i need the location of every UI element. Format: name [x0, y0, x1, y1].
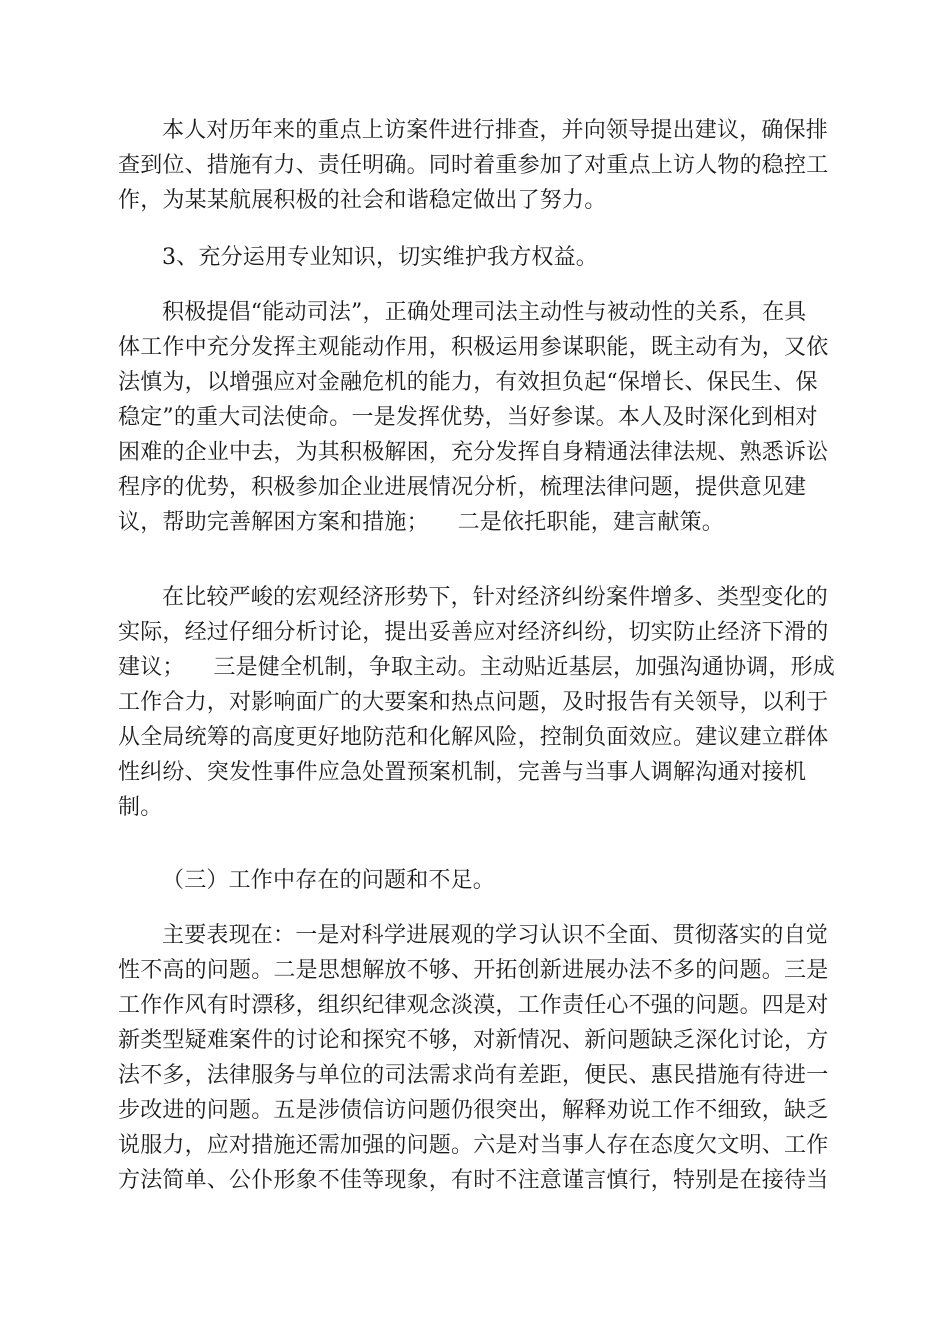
text-line: 稳定”的重大司法使命。一是发挥优势，当好参谋。本人及时深化到相对: [118, 405, 818, 430]
text-line: 工作作风有时漂移，组织纪律观念淡漠，工作责任心不强的问题。四是对: [118, 993, 829, 1018]
text-line: 实际，经过仔细分析讨论，提出妥善应对经济纠纷，切实防止经济下滑的: [118, 620, 829, 645]
section-heading-problems: [118, 863, 842, 898]
paragraph-active-justice: [118, 295, 842, 540]
text-line: 说服力，应对措施还需加强的问题。六是对当事人存在态度欠文明、工作: [118, 1133, 829, 1158]
text-line: 建议； 三是健全机制，争取主动。主动贴近基层，加强沟通协调，形成: [118, 655, 835, 680]
text-line: 从全局统筹的高度更好地防范和化解风险，控制负面效应。建议建立群体: [118, 725, 829, 750]
text-line: 方法简单、公仆形象不佳等现象，有时不注意谨言慎行，特别是在接待当: [118, 1168, 829, 1193]
paragraph-main-problems: [118, 918, 842, 1198]
text-line: 制。: [118, 795, 163, 820]
text-line: 性纠纷、突发性事件应急处置预案机制，完善与当事人调解沟通对接机: [118, 760, 807, 785]
text-line: 查到位、措施有力、责任明确。同时着重参加了对重点上访人物的稳控工: [118, 153, 829, 178]
text-line: 法不多，法律服务与单位的司法需求尚有差距，便民、惠民措施有待进一: [118, 1063, 829, 1088]
text-line: 积极提倡“能动司法”，正确处理司法主动性与被动性的关系，在具: [162, 300, 807, 325]
text-line: 体工作中充分发挥主观能动作用，积极运用参谋职能，既主动有为，又依: [118, 335, 829, 360]
text-line: 程序的优势，积极参加企业进展情况分析，梳理法律问题，提供意见建: [118, 475, 807, 500]
text-line: 本人对历年来的重点上访案件进行排查，并向领导提出建议，确保排: [162, 118, 829, 143]
text-line: （三）工作中存在的问题和不足。: [162, 868, 496, 893]
text-line: 3、充分运用专业知识，切实维护我方权益。: [162, 245, 598, 270]
text-line: 主要表现在：一是对科学进展观的学习认识不全面、贯彻落实的自觉: [162, 923, 829, 948]
text-line: 步改进的问题。五是涉债信访问题仍很突出，解释劝说工作不细致，缺乏: [118, 1098, 829, 1123]
text-line: 新类型疑难案件的讨论和探究不够，对新情况、新问题缺乏深化讨论，方: [118, 1028, 829, 1053]
text-line: 作，为某某航展积极的社会和谐稳定做出了努力。: [118, 188, 607, 213]
text-line: 性不高的问题。二是思想解放不够、开拓创新进展办法不多的问题。三是: [118, 958, 829, 983]
text-line: 议，帮助完善解困方案和措施； 二是依托职能，建言献策。: [118, 510, 724, 535]
paragraph-investigation: [118, 113, 842, 218]
text-line: 法慎为，以增强应对金融危机的能力，有效担负起“保增长、保民生、保: [118, 370, 818, 395]
section-heading-3: [118, 240, 842, 275]
text-line: 工作合力，对影响面广的大要案和热点问题，及时报告有关领导，以利于: [118, 690, 829, 715]
text-line: 困难的企业中去，为其积极解困，充分发挥自身精通法律法规、熟悉诉讼: [118, 440, 829, 465]
paragraph-economic-situation: [118, 580, 842, 825]
text-line: 在比较严峻的宏观经济形势下，针对经济纠纷案件增多、类型变化的: [162, 585, 829, 610]
